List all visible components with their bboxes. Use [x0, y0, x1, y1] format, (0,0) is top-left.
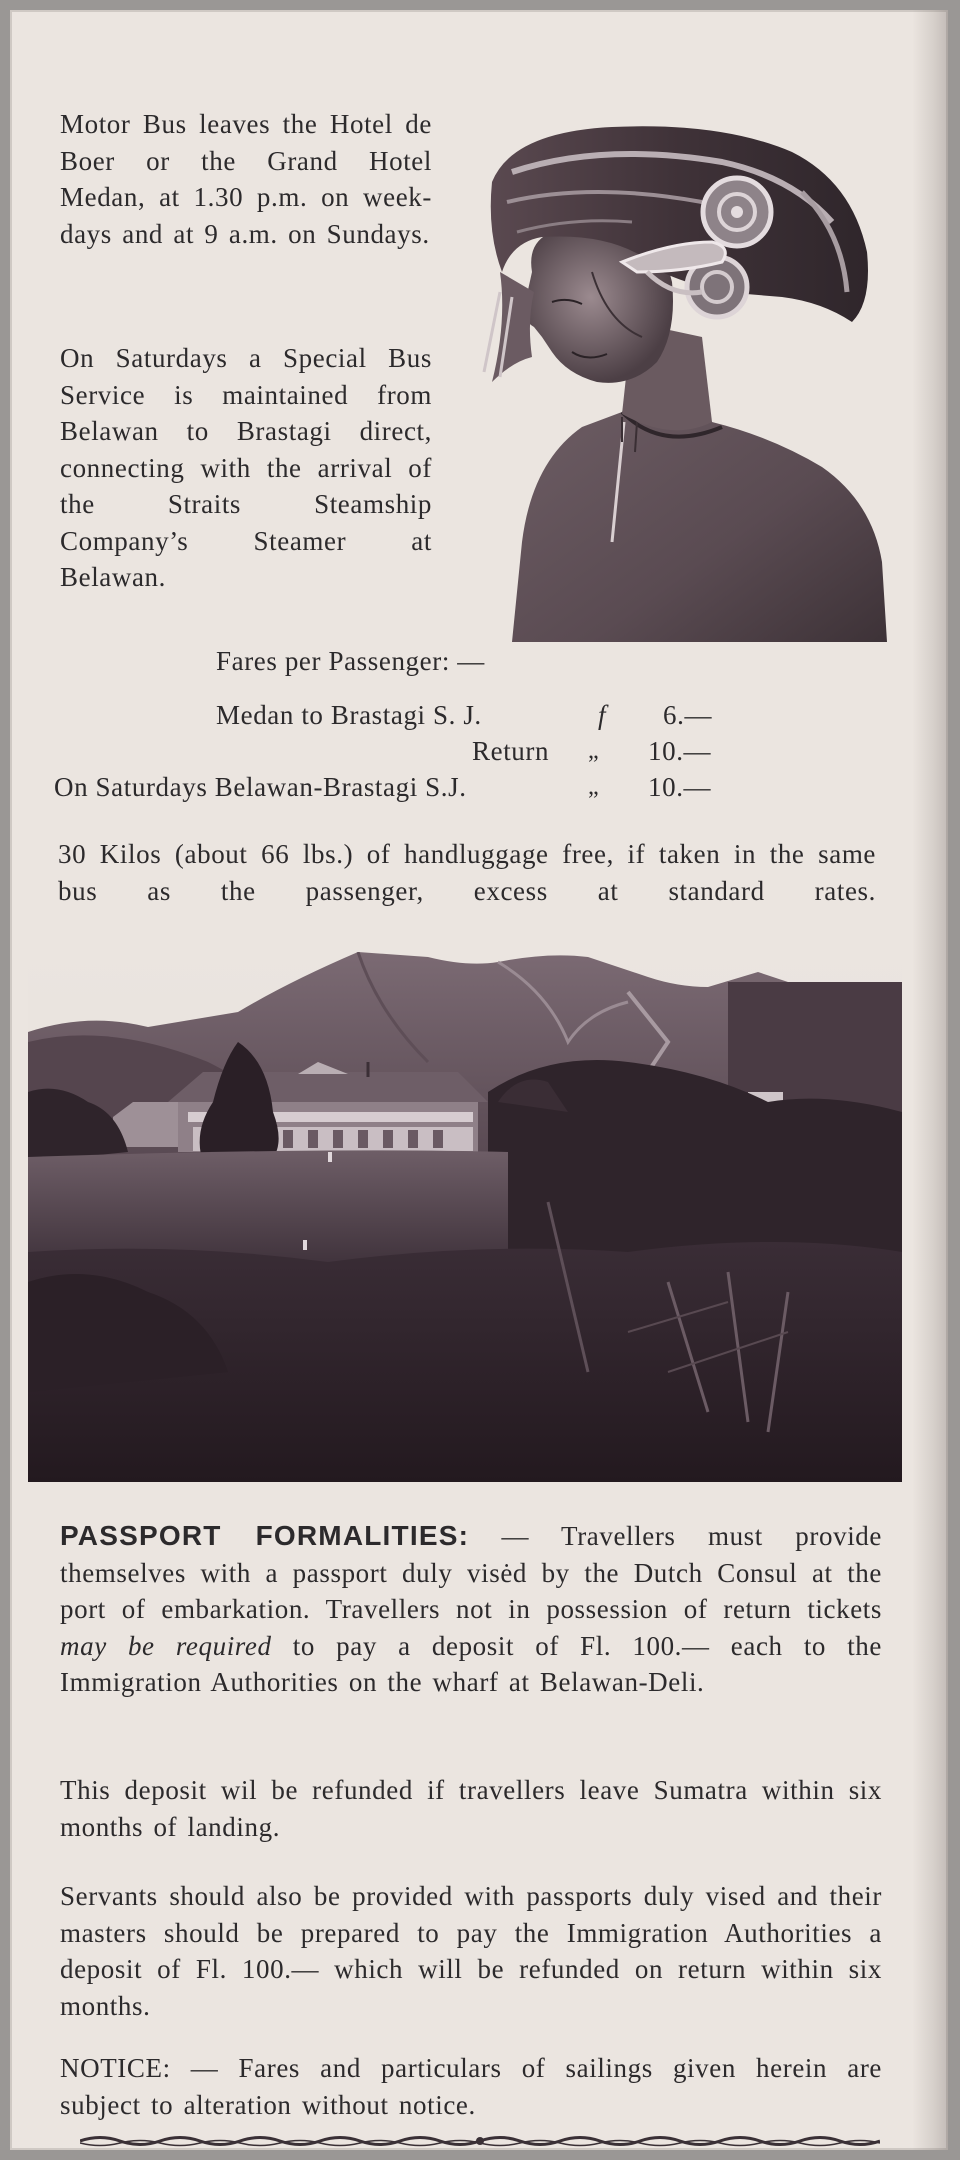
passport-text-emphasis: may be required — [60, 1630, 272, 1661]
page-spine-shadow — [912, 10, 948, 2150]
brochure-page — [10, 10, 948, 2150]
passport-text-deposit: to pay a deposit of Fl. 100.— each to the Immigration Authorities on the wharf at Belawan-Deli. — [60, 1630, 882, 1697]
fare-amount: 10.— — [648, 772, 712, 802]
fares-heading: Fares per Passenger: — — [216, 646, 485, 676]
ornamental-divider — [80, 2132, 880, 2150]
fare-route: Medan to Brastagi S. J. — [216, 700, 482, 730]
deposit-refund-paragraph: This deposit wil be refunded if travellers leave Sumatra within six months of landing. — [60, 1775, 882, 1842]
fare-currency: „ — [588, 738, 600, 764]
portrait-photo-woman-headdress — [472, 122, 892, 642]
fare-currency: „ — [588, 774, 600, 800]
fare-currency: f — [598, 700, 607, 730]
luggage-note: 30 Kilos (about 66 lbs.) of handluggage free, if taken in the same bus as the passenger, excess at standard rates. — [58, 839, 876, 906]
fare-route: Return — [472, 736, 550, 766]
saturday-service-paragraph: On Saturdays a Special Bus Service is maintained from Belawan to Brastagi direct, connecting with the arrival of the Straits Steamship Company’s Steamer at Belawan. — [60, 343, 432, 592]
passport-formalities-heading: PASSPORT FORMALITIES: — [60, 1520, 470, 1551]
servants-passport-paragraph: Servants should also be provided with passports duly vised and their masters should be prepared to pay the Immigration Authorities a deposit of Fl. 100.— which will be refunded on return within six months. — [60, 1881, 882, 2021]
bus-schedule-paragraph: Motor Bus leaves the Hotel de Boer or the Grand Hotel Medan, at 1.30 p.m. on week-days and at 9 a.m. on Sundays. — [60, 109, 432, 249]
fare-route: On Saturdays Belawan-Brastagi S.J. — [54, 772, 467, 802]
fare-amount: 6.— — [663, 700, 713, 730]
landscape-photo-hotel-mountains — [28, 952, 902, 1482]
notice-paragraph: NOTICE: — Fares and particulars of sailings given herein are subject to alteration without notice. — [60, 2053, 882, 2120]
passport-formalities-paragraph — [60, 1518, 882, 1701]
passport-text-intro: — Travellers must provide themselves with a passport duly visėd by the Dutch Consul at the port of embarkation. Travellers not in possession of return tickets — [60, 1521, 882, 1624]
fare-amount: 10.— — [648, 736, 712, 766]
fares-table — [10, 646, 948, 826]
